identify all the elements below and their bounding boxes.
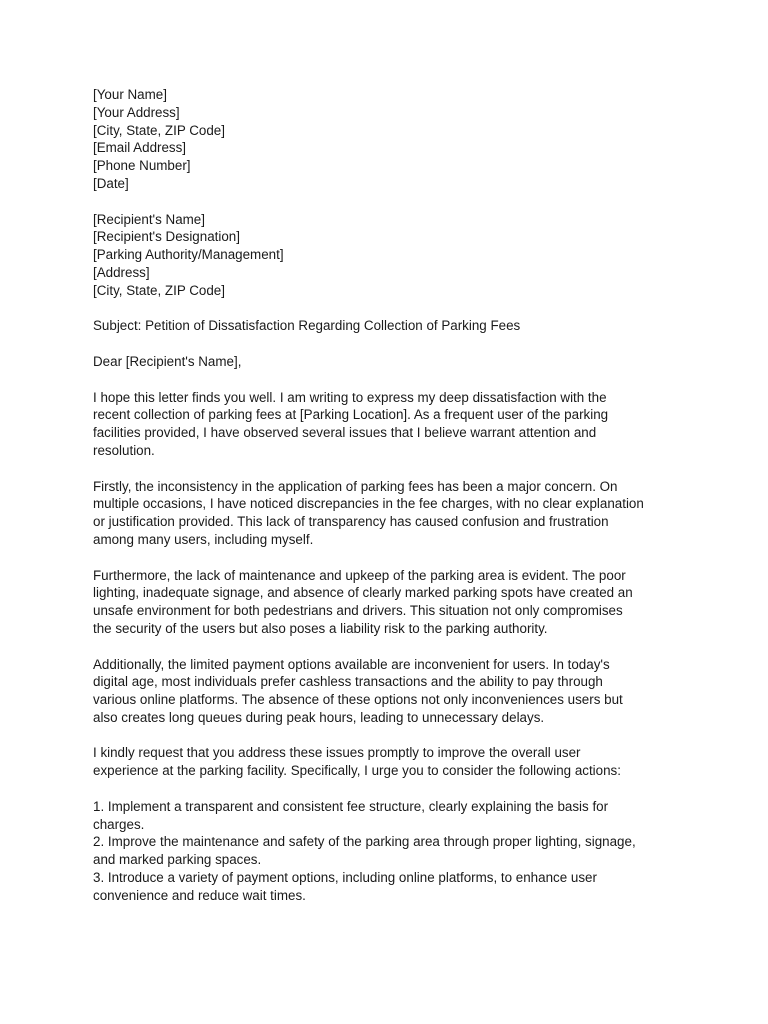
- list-item-line: 2. Improve the maintenance and safety of the parking area through proper lighting, signage,: [93, 834, 636, 850]
- sender-phone: [Phone Number]: [93, 158, 191, 174]
- paragraph-line: or justification provided. This lack of transparency has caused confusion and frustration: [93, 514, 609, 530]
- paragraph-line: Furthermore, the lack of maintenance and upkeep of the parking area is evident. The poor: [93, 567, 626, 583]
- spacer: [93, 549, 683, 567]
- sender-name: [Your Name]: [93, 87, 167, 102]
- action-item-2: [93, 833, 683, 869]
- sender-city-state-zip: [City, State, ZIP Code]: [93, 122, 225, 138]
- sender-address-block: [93, 86, 683, 193]
- list-item-line: convenience and reduce wait times.: [93, 887, 306, 903]
- spacer: [93, 193, 683, 211]
- spacer: [93, 638, 683, 656]
- body-paragraph-fees: [93, 478, 683, 549]
- list-item-line: 1. Implement a transparent and consistent fee structure, clearly explaining the basis for: [93, 798, 609, 814]
- paragraph-line: recent collection of parking fees at [Parking Location]. As a frequent user of the parking: [93, 407, 609, 423]
- paragraph-line: I hope this letter finds you well. I am writing to express my deep dissatisfaction with the: [93, 389, 607, 405]
- subject-line: Subject: Petition of Dissatisfaction Regarding Collection of Parking Fees: [93, 318, 521, 334]
- recipient-organization: [Parking Authority/Management]: [93, 247, 284, 263]
- recipient-address: [Address]: [93, 264, 150, 280]
- letter-page: [93, 86, 683, 905]
- paragraph-line: I kindly request that you address these issues promptly to improve the overall user: [93, 745, 581, 761]
- paragraph-line: unsafe environment for both pedestrians and drivers. This situation not only compromises: [93, 603, 623, 619]
- paragraph-line: Additionally, the limited payment options available are inconvenient for users. In today's: [93, 656, 610, 672]
- paragraph-line: among many users, including myself.: [93, 531, 314, 547]
- recipient-city-state-zip: [City, State, ZIP Code]: [93, 282, 225, 298]
- recipient-designation: [Recipient's Designation]: [93, 229, 240, 245]
- spacer: [93, 780, 683, 798]
- spacer: [93, 727, 683, 745]
- letter-date: [Date]: [93, 175, 129, 191]
- paragraph-line: resolution.: [93, 442, 155, 458]
- body-paragraph-payment: [93, 656, 683, 727]
- action-list: [93, 798, 683, 905]
- sender-address: [Your Address]: [93, 104, 180, 120]
- paragraph-line: also creates long queues during peak hours, leading to unnecessary delays.: [93, 709, 545, 725]
- spacer: [93, 371, 683, 389]
- paragraph-line: Firstly, the inconsistency in the application of parking fees has been a major concern. On: [93, 478, 618, 494]
- paragraph-line: experience at the parking facility. Specifically, I urge you to consider the following actions:: [93, 763, 621, 779]
- list-item-line: and marked parking spaces.: [93, 852, 262, 868]
- action-item-1: [93, 798, 683, 834]
- sender-email: [Email Address]: [93, 140, 187, 156]
- paragraph-line: various online platforms. The absence of these options not only inconveniences users but: [93, 692, 623, 708]
- recipient-name: [Recipient's Name]: [93, 211, 205, 227]
- body-paragraph-maintenance: [93, 567, 683, 638]
- paragraph-line: digital age, most individuals prefer cashless transactions and the ability to pay through: [93, 674, 603, 690]
- action-item-3: [93, 869, 683, 905]
- list-item-line: 3. Introduce a variety of payment options, including online platforms, to enhance user: [93, 870, 597, 886]
- salutation: Dear [Recipient's Name],: [93, 353, 242, 369]
- spacer: [93, 335, 683, 353]
- paragraph-line: facilities provided, I have observed several issues that I believe warrant attention and: [93, 425, 597, 441]
- spacer: [93, 300, 683, 318]
- body-paragraph-intro: [93, 389, 683, 460]
- paragraph-line: multiple occasions, I have noticed discrepancies in the fee charges, with no clear explanation: [93, 496, 644, 512]
- spacer: [93, 460, 683, 478]
- list-item-line: charges.: [93, 816, 145, 832]
- paragraph-line: lighting, inadequate signage, and absence of clearly marked parking spots have created an: [93, 585, 633, 601]
- paragraph-line: the security of the users but also poses a liability risk to the parking authority.: [93, 620, 548, 636]
- body-paragraph-request: [93, 744, 683, 780]
- recipient-address-block: [93, 211, 683, 300]
